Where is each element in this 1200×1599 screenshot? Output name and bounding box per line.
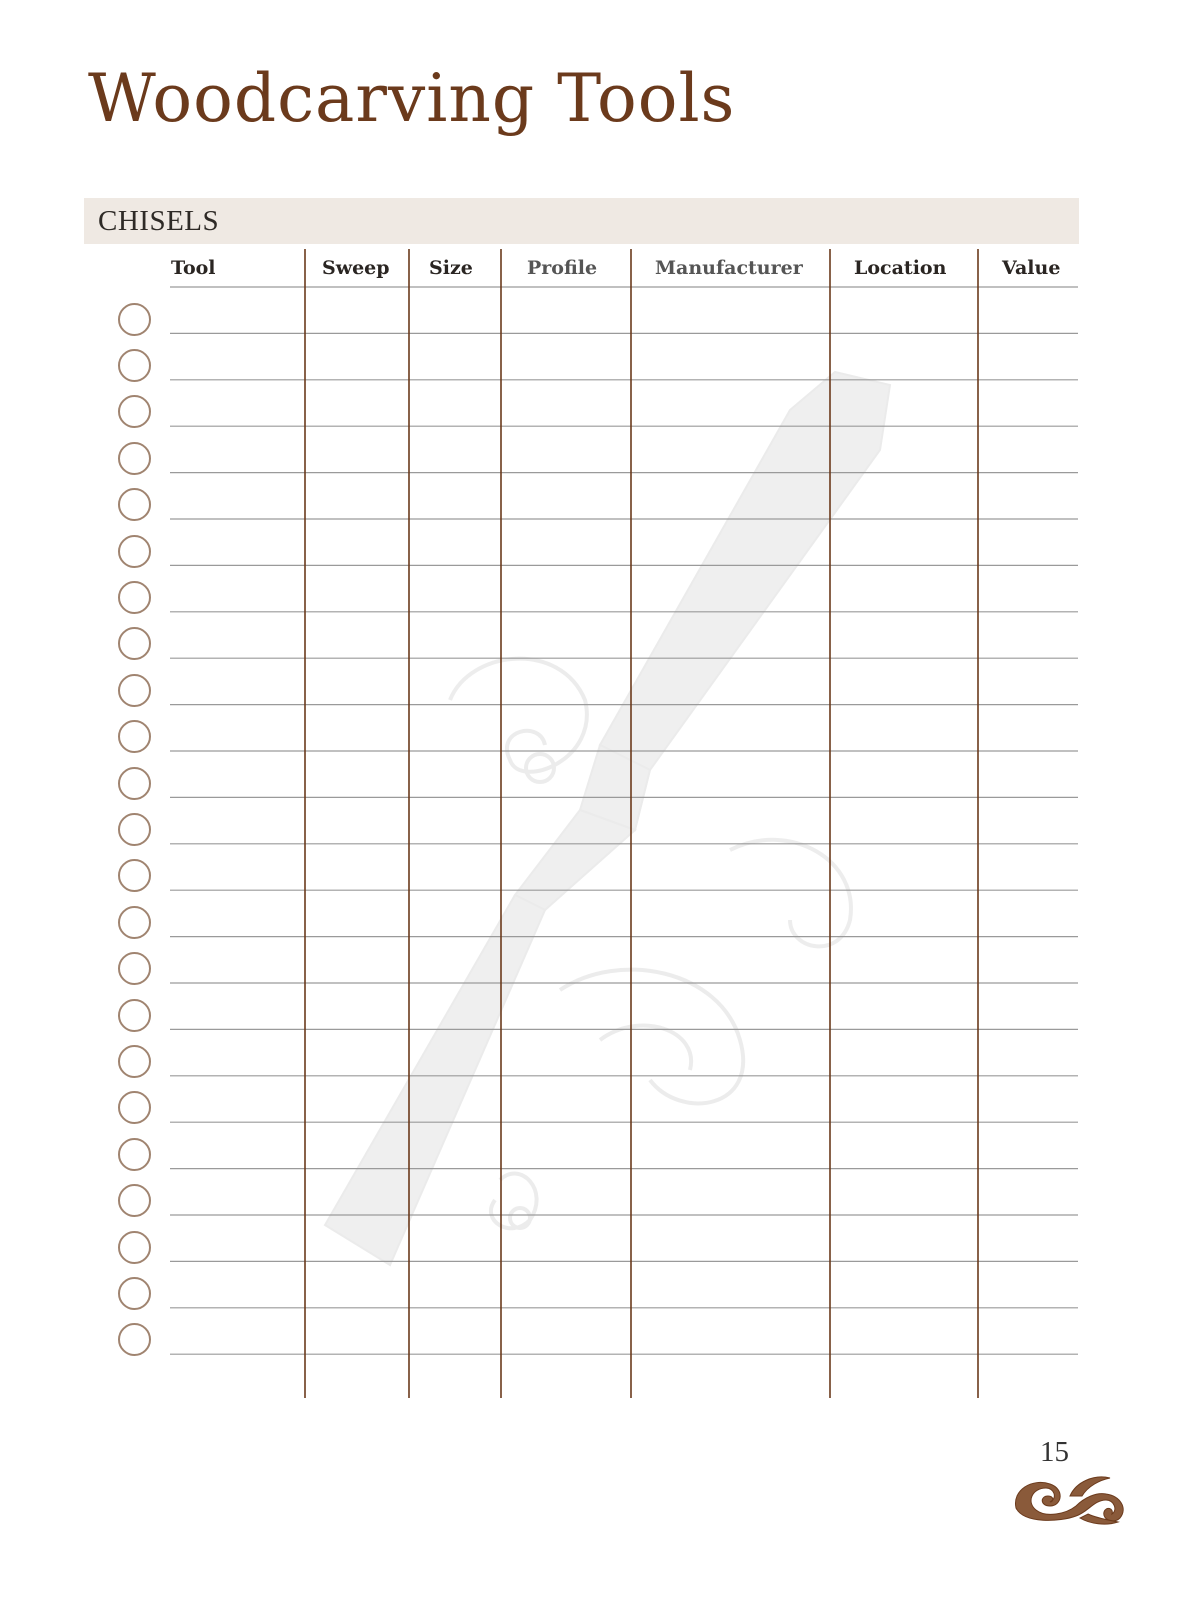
row-checkbox[interactable] <box>118 1231 151 1264</box>
row-checkbox[interactable] <box>118 1045 151 1078</box>
row-checkbox[interactable] <box>118 395 151 428</box>
page-number: 15 <box>1040 1436 1069 1468</box>
row-checkbox[interactable] <box>118 488 151 521</box>
row-checkbox[interactable] <box>118 1091 151 1124</box>
row-checkbox[interactable] <box>118 1138 151 1171</box>
row-checkbox[interactable] <box>118 859 151 892</box>
row-checkbox[interactable] <box>118 535 151 568</box>
column-header-location: Location <box>854 257 947 279</box>
column-header-sweep: Sweep <box>322 257 390 279</box>
column-header-tool: Tool <box>171 257 216 279</box>
column-header-value: Value <box>1002 257 1061 279</box>
page-title: Woodcarving Tools <box>88 60 736 137</box>
row-checkbox[interactable] <box>118 303 151 336</box>
row-checkbox[interactable] <box>118 999 151 1032</box>
scroll-flourish-icon <box>1010 1468 1130 1526</box>
row-checkbox[interactable] <box>118 349 151 382</box>
section-title: CHISELS <box>98 205 220 237</box>
row-checkbox[interactable] <box>118 442 151 475</box>
column-header-profile: Profile <box>527 257 598 279</box>
column-header-size: Size <box>429 257 473 279</box>
row-checkbox[interactable] <box>118 581 151 614</box>
row-checkbox[interactable] <box>118 767 151 800</box>
row-checkbox[interactable] <box>118 1277 151 1310</box>
row-checkbox[interactable] <box>118 952 151 985</box>
row-checkbox[interactable] <box>118 674 151 707</box>
row-checkbox[interactable] <box>118 720 151 753</box>
row-checkbox[interactable] <box>118 1184 151 1217</box>
row-checkbox[interactable] <box>118 627 151 660</box>
row-checkbox[interactable] <box>118 906 151 939</box>
row-checkbox[interactable] <box>118 1323 151 1356</box>
column-header-manufacturer: Manufacturer <box>655 257 803 279</box>
row-checkbox[interactable] <box>118 813 151 846</box>
